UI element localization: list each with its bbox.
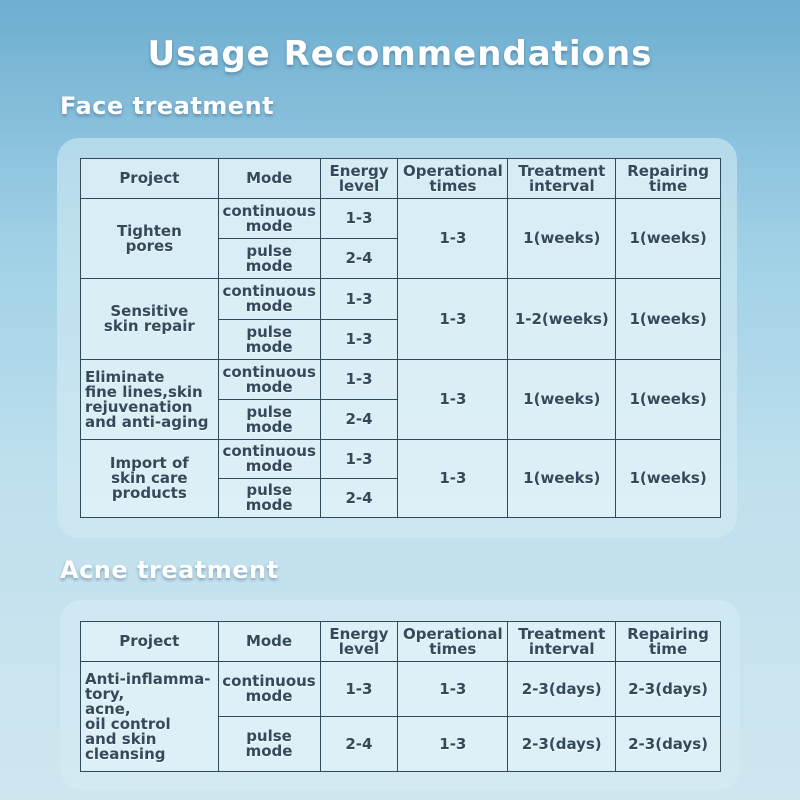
energy-cell: 2-4 [320, 239, 398, 279]
energy-cell: 1-3 [320, 662, 398, 717]
acne-header-row [81, 622, 721, 662]
interval-cell: 1(weeks) [508, 440, 616, 518]
table-row [81, 199, 721, 239]
table-row [81, 440, 721, 479]
times-cell: 1-3 [398, 279, 508, 360]
table-row [81, 360, 721, 400]
energy-cell: 1-3 [320, 199, 398, 239]
header-repairing-time: Repairing time [616, 622, 721, 662]
energy-cell: 1-3 [320, 440, 398, 479]
mode-cell: continuous mode [218, 199, 320, 239]
energy-cell: 1-3 [320, 320, 398, 360]
repair-cell: 2-3(days) [616, 662, 721, 717]
mode-cell: pulse mode [218, 239, 320, 279]
face-header-row [81, 159, 721, 199]
header-repairing-time: Repairing time [616, 159, 721, 199]
project-cell: Tighten pores [81, 199, 219, 279]
mode-cell: pulse mode [218, 479, 320, 518]
mode-cell: continuous mode [218, 279, 320, 320]
repair-cell: 1(weeks) [616, 360, 721, 440]
header-project: Project [81, 622, 219, 662]
repair-cell: 1(weeks) [616, 440, 721, 518]
acne-section-title: Acne treatment [60, 556, 279, 584]
interval-cell: 1(weeks) [508, 360, 616, 440]
project-cell: Anti-inflamma- tory, acne, oil control and skin cleansing [81, 662, 219, 772]
mode-cell: pulse mode [218, 400, 320, 440]
header-energy-level: Energy level [320, 622, 398, 662]
header-project: Project [81, 159, 219, 199]
header-operational-times: Operational times [398, 159, 508, 199]
header-energy-level: Energy level [320, 159, 398, 199]
repair-cell: 2-3(days) [616, 717, 721, 772]
times-cell: 1-3 [398, 360, 508, 440]
energy-cell: 1-3 [320, 279, 398, 320]
times-cell: 1-3 [398, 440, 508, 518]
energy-cell: 1-3 [320, 360, 398, 400]
energy-cell: 2-4 [320, 400, 398, 440]
header-treatment-interval: Treatment interval [508, 159, 616, 199]
mode-cell: continuous mode [218, 360, 320, 400]
header-mode: Mode [218, 159, 320, 199]
face-table [80, 158, 721, 518]
header-mode: Mode [218, 622, 320, 662]
project-cell: Eliminate fine lines,skin rejuvenation and anti-aging [81, 360, 219, 440]
energy-cell: 2-4 [320, 717, 398, 772]
energy-cell: 2-4 [320, 479, 398, 518]
times-cell: 1-3 [398, 199, 508, 279]
times-cell: 1-3 [398, 662, 508, 717]
acne-table [80, 621, 721, 772]
repair-cell: 1(weeks) [616, 279, 721, 360]
face-section-title: Face treatment [60, 92, 275, 120]
repair-cell: 1(weeks) [616, 199, 721, 279]
times-cell: 1-3 [398, 717, 508, 772]
mode-cell: continuous mode [218, 662, 320, 717]
interval-cell: 2-3(days) [508, 717, 616, 772]
table-row [81, 279, 721, 320]
header-treatment-interval: Treatment interval [508, 622, 616, 662]
project-cell: Import of skin care products [81, 440, 219, 518]
mode-cell: continuous mode [218, 440, 320, 479]
page-title: Usage Recommendations [147, 34, 653, 74]
table-row [81, 662, 721, 717]
project-cell: Sensitive skin repair [81, 279, 219, 360]
interval-cell: 1(weeks) [508, 199, 616, 279]
interval-cell: 1-2(weeks) [508, 279, 616, 360]
header-operational-times: Operational times [398, 622, 508, 662]
mode-cell: pulse mode [218, 320, 320, 360]
mode-cell: pulse mode [218, 717, 320, 772]
interval-cell: 2-3(days) [508, 662, 616, 717]
